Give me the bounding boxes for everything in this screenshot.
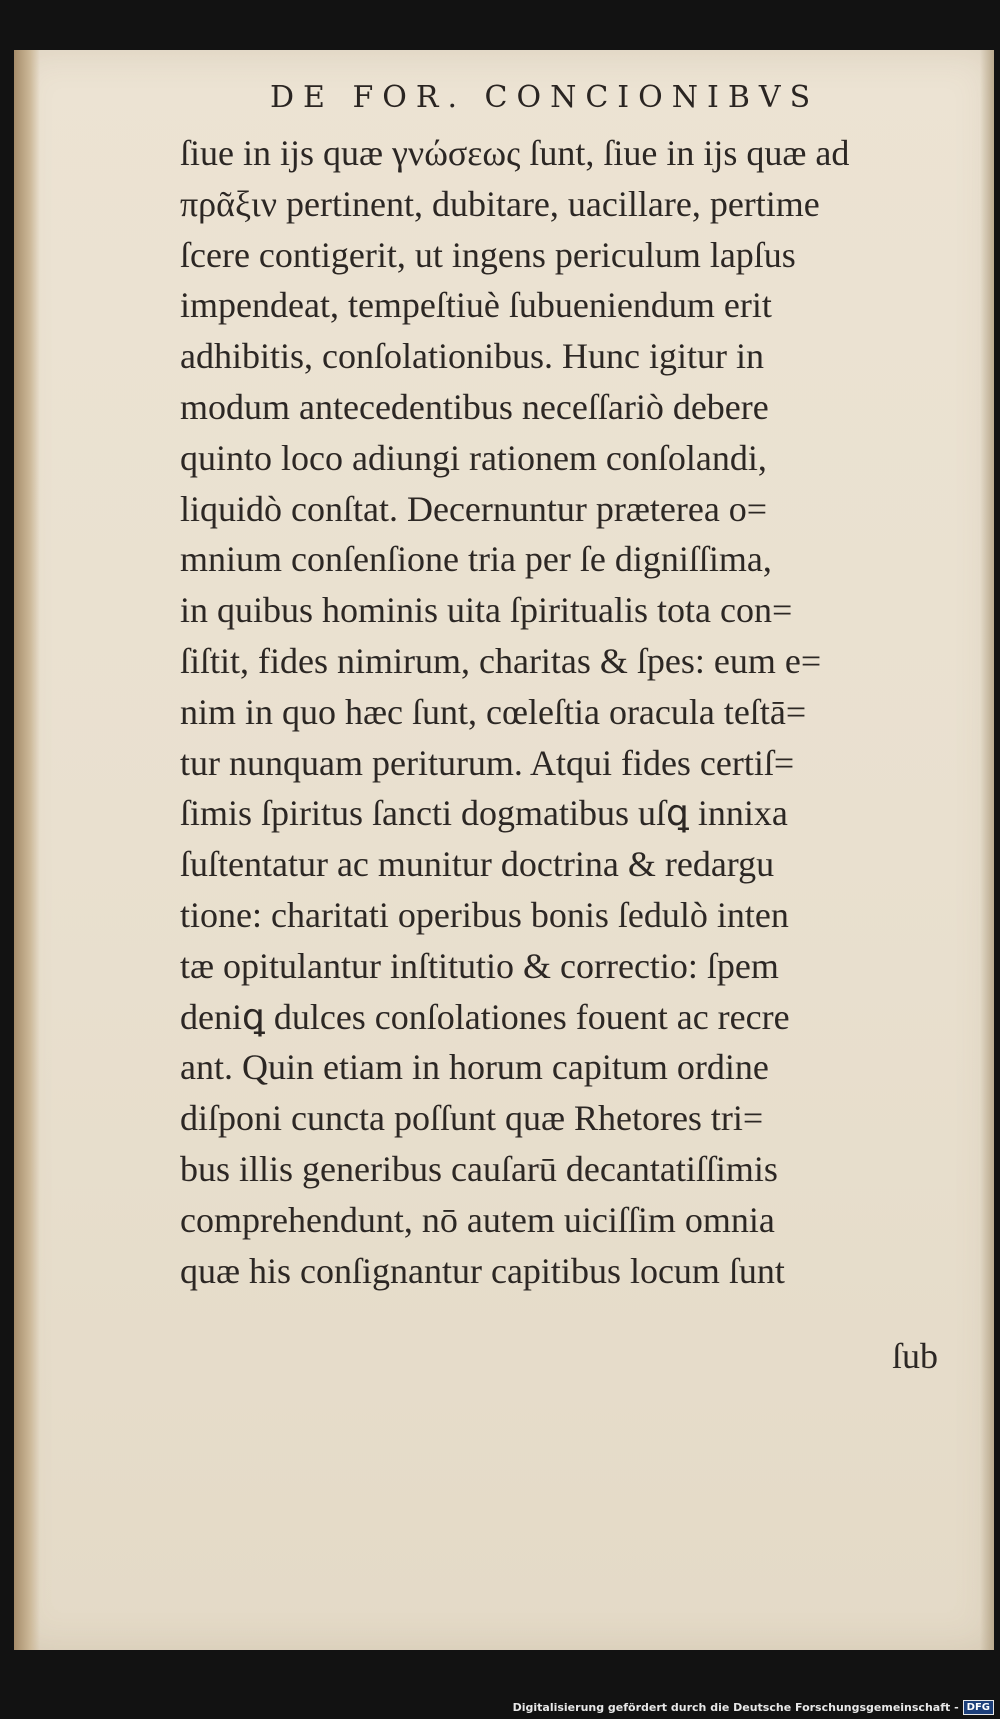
text-line: ſuſtentatur ac munitur doctrina & redargu bbox=[180, 844, 775, 885]
text-line: ſiſtit, fides nimirum, charitas & ſpes: eum e= bbox=[180, 640, 822, 681]
dfg-logo-icon: DFG bbox=[963, 1700, 994, 1715]
text-line: in quibus hominis uita ſpiritualis tota con= bbox=[180, 590, 793, 631]
text-line: tur nunquam periturum. Atqui fides certiſ= bbox=[180, 742, 795, 783]
text-line: deniꝗ dulces conſolationes fouent ac recre bbox=[180, 996, 790, 1037]
text-line: ant. Quin etiam in horum capitum ordine bbox=[180, 1047, 769, 1088]
body-text bbox=[180, 128, 950, 1296]
running-head: DE FOR. CONCIONIBVS bbox=[270, 80, 820, 115]
text-line: ſimis ſpiritus ſancti dogmatibus uſꝗ innixa bbox=[180, 793, 788, 834]
catchword: ſub bbox=[892, 1336, 939, 1376]
text-line: quæ his conſignantur capitibus locum ſunt bbox=[180, 1250, 785, 1291]
text-line: mnium conſenſione tria per ſe digniſſima, bbox=[180, 539, 772, 580]
text-line: nim in quo hæc ſunt, cœleſtia oracula teſtā= bbox=[180, 691, 807, 732]
text-line: quinto loco adiungi rationem conſolandi, bbox=[180, 437, 767, 478]
text-line: tæ opitulantur inſtitutio & correctio: ſpem bbox=[180, 945, 779, 986]
text-line: liquidò conſtat. Decernuntur præterea o= bbox=[180, 488, 768, 529]
text-line: ſcere contigerit, ut ingens periculum lapſus bbox=[180, 234, 796, 275]
text-line: ſiue in ijs quæ γνώσεως ſunt, ſiue in ijs quæ ad bbox=[180, 133, 850, 173]
text-line: comprehendunt, nō autem uiciſſim omnia bbox=[180, 1199, 775, 1240]
text-line: diſponi cuncta poſſunt quæ Rhetores tri= bbox=[180, 1098, 764, 1139]
text-line: impendeat, tempeſtiuè ſubueniendum erit bbox=[180, 285, 772, 326]
text-line: bus illis generibus cauſarū decantatiſſimis bbox=[180, 1148, 778, 1189]
text-line: tione: charitati operibus bonis ſedulò inten bbox=[180, 894, 789, 935]
footer-text: Digitalisierung gefördert durch die Deutsche Forschungsgemeinschaft - bbox=[512, 1701, 959, 1714]
text-line: πρᾶξιν pertinent, dubitare, uacillare, pertime bbox=[180, 183, 820, 224]
dfg-footer bbox=[513, 1700, 994, 1715]
text-line: adhibitis, conſolationibus. Hunc igitur in bbox=[180, 336, 764, 377]
page-edge bbox=[980, 50, 994, 1650]
text-line: modum antecedentibus neceſſariò debere bbox=[180, 386, 769, 427]
